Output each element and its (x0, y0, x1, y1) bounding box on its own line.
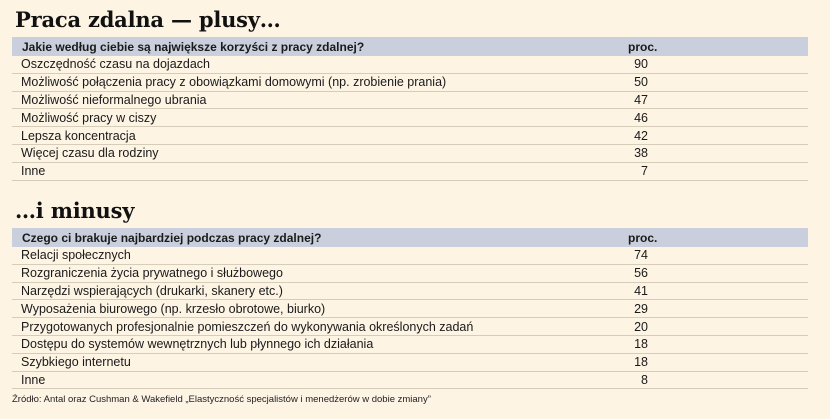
table-row (12, 283, 808, 301)
row-value: 42 (634, 128, 648, 143)
row-label: Lepsza koncentracja (21, 128, 136, 143)
minusy-question: Czego ci brakuje najbardziej podczas pracy zdalnej? (22, 230, 322, 245)
table-row (12, 354, 808, 372)
row-value: 18 (634, 355, 648, 370)
minusy-table-header (12, 228, 808, 247)
row-value: 20 (634, 319, 648, 334)
minusy-table (12, 228, 808, 389)
table-row (12, 300, 808, 318)
row-value: 50 (634, 75, 648, 90)
minusy-title: …i minusy (15, 198, 135, 223)
row-value: 46 (634, 110, 648, 125)
table-row (12, 109, 808, 127)
row-value: 8 (641, 372, 648, 387)
row-label: Możliwość połączenia pracy z obowiązkami domowymi (np. zrobienie prania) (21, 75, 447, 90)
row-label: Rozgraniczenia życia prywatnego i służbowego (21, 266, 283, 281)
row-label: Wyposażenia biurowego (np. krzesło obrotowe, biurko) (21, 301, 326, 316)
plusy-unit-header: proc. (628, 39, 658, 54)
row-value: 18 (634, 337, 648, 352)
source-note: Źródło: Antal oraz Cushman & Wakefield „Elastyczność specjalistów i menedżerów w dobie zmiany” (12, 394, 431, 405)
row-value: 41 (634, 283, 648, 298)
table-row (12, 127, 808, 145)
plusy-question: Jakie według ciebie są największe korzyści z pracy zdalnej? (22, 39, 365, 54)
row-label: Oszczędność czasu na dojazdach (21, 57, 210, 72)
row-value: 7 (641, 164, 648, 179)
row-label: Relacji społecznych (21, 248, 131, 263)
row-label: Więcej czasu dla rodziny (21, 146, 159, 161)
row-value: 90 (634, 57, 648, 72)
table-row (12, 163, 808, 181)
row-label: Narzędzi wspierających (drukarki, skanery etc.) (21, 283, 283, 298)
row-label: Przygotowanych profesjonalnie pomieszczeń do wykonywania określonych zadań (21, 319, 474, 334)
row-value: 47 (634, 92, 648, 107)
table-row (12, 265, 808, 283)
row-label: Inne (21, 372, 46, 387)
table-row (12, 74, 808, 92)
plusy-table (12, 37, 808, 181)
row-label: Możliwość pracy w ciszy (21, 110, 157, 125)
row-value: 74 (634, 248, 648, 263)
plusy-table-header (12, 37, 808, 56)
row-label: Szybkiego internetu (21, 355, 131, 370)
table-row (12, 372, 808, 390)
minusy-unit-header: proc. (628, 230, 658, 245)
row-value: 38 (634, 146, 648, 161)
plusy-title: Praca zdalna — plusy… (15, 7, 281, 32)
table-row (12, 318, 808, 336)
row-value: 29 (634, 301, 648, 316)
row-label: Inne (21, 164, 46, 179)
table-row (12, 336, 808, 354)
table-row (12, 145, 808, 163)
table-row (12, 92, 808, 110)
row-value: 56 (634, 266, 648, 281)
row-label: Możliwość nieformalnego ubrania (21, 92, 207, 107)
row-label: Dostępu do systemów wewnętrznych lub płynnego ich działania (21, 337, 374, 352)
table-row (12, 247, 808, 265)
table-row (12, 56, 808, 74)
